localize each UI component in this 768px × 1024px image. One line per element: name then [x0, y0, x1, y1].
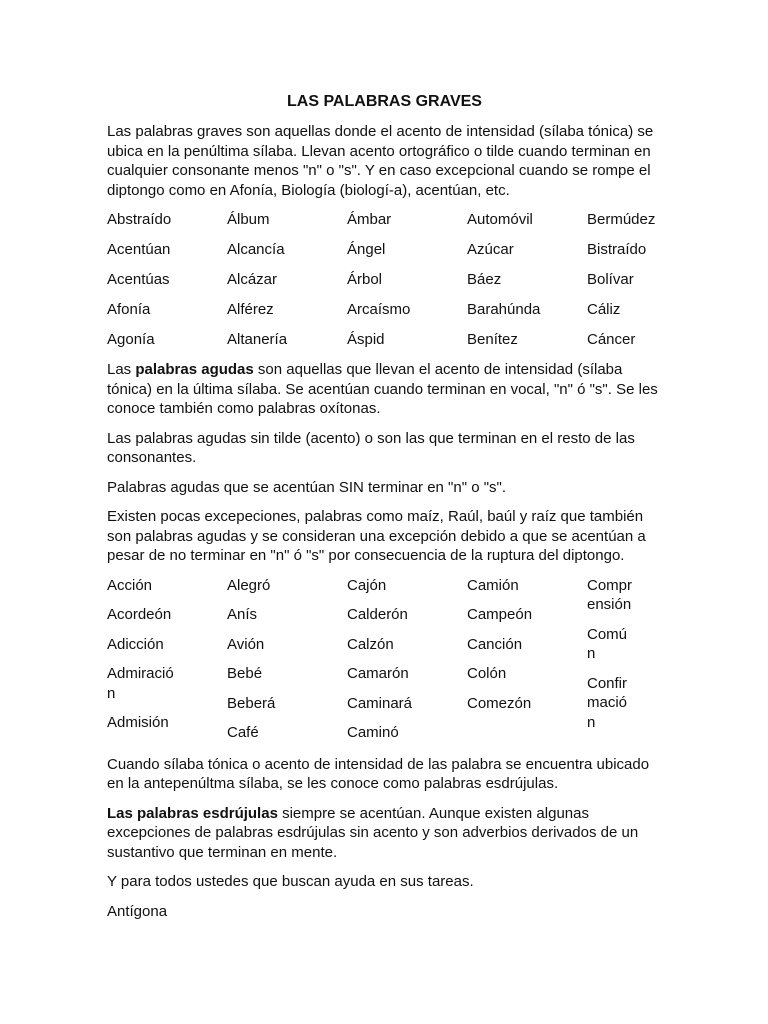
agudas-word: Camarón	[347, 665, 409, 682]
graves-word: Bolívar	[587, 271, 634, 288]
document-page	[107, 92, 662, 931]
agudas-prefix: Las	[107, 361, 136, 378]
graves-word: Ámbar	[347, 211, 392, 228]
agudas-word: Admisión	[107, 714, 169, 731]
graves-word: Áspid	[347, 331, 385, 348]
closing-paragraph: Y para todos ustedes que buscan ayuda en sus tareas.	[107, 873, 474, 890]
graves-word: Arcaísmo	[347, 301, 411, 318]
esdrujulas-definition-paragraph: Cuando sílaba tónica o acento de intensidad de las palabra se encuentra ubicado en la antepenúltma sílaba, se les conoce como palabras esdrújulas.	[107, 755, 650, 792]
graves-word: Acentúan	[107, 241, 171, 258]
agudas-word: Confirmación	[587, 674, 628, 731]
agudas-word: Comprensión	[587, 576, 633, 613]
agudas-word: Cajón	[347, 576, 387, 594]
agudas-word: Acordeón	[107, 606, 172, 623]
graves-word: Alférez	[227, 301, 274, 318]
graves-word: Báez	[467, 271, 502, 288]
agudas-word: Caminará	[347, 694, 413, 712]
graves-word: Benítez	[467, 331, 518, 348]
intro-paragraph: Las palabras graves son aquellas donde el acento de intensidad (sílaba tónica) se ubica en la penúltima sílaba. Llevan acento ortográfico o tilde cuando terminan en cualquier consonante menos "n" o "s". Y en caso excepcional cuando se rompe el diptongo como en Afonía, Biología (biologí-a), acentúan, etc.	[107, 123, 654, 199]
agudas-sin-tilde-paragraph: Las palabras agudas sin tilde (acento) o son las que terminan en el resto de las consonantes.	[107, 429, 635, 466]
graves-word: Cáliz	[587, 301, 621, 318]
agudas-word: Alegró	[227, 576, 271, 594]
agudas-word: Calderón	[347, 606, 408, 623]
agudas-column	[467, 576, 587, 753]
agudas-word: Adicción	[107, 635, 164, 653]
agudas-word: Comezón	[467, 694, 532, 712]
graves-word: Alcázar	[227, 271, 278, 288]
agudas-column	[227, 576, 347, 753]
graves-word-table	[107, 210, 662, 360]
agudas-word: Camión	[467, 576, 519, 594]
graves-word: Barahúnda	[467, 301, 541, 318]
agudas-word: Caminó	[347, 724, 399, 741]
agudas-word-table	[107, 576, 662, 753]
agudas-word: Admiración	[107, 665, 174, 702]
agudas-column	[587, 576, 647, 753]
agudas-word: Común	[587, 625, 628, 662]
graves-word: Altanería	[227, 331, 288, 348]
agudas-word: Acción	[107, 576, 153, 594]
graves-word: Automóvil	[467, 211, 533, 228]
agudas-term: palabras agudas	[135, 361, 254, 378]
graves-word: Ángel	[347, 241, 386, 258]
graves-word: Afonía	[107, 301, 151, 318]
graves-word: Agonía	[107, 331, 155, 348]
graves-word: Bermúdez	[587, 211, 656, 228]
agudas-word: Canción	[467, 635, 523, 653]
graves-word: Alcancía	[227, 241, 285, 258]
graves-word: Azúcar	[467, 241, 514, 258]
esdrujulas-rule-paragraph	[107, 804, 662, 863]
graves-word: Álbum	[227, 211, 270, 228]
graves-word: Árbol	[347, 271, 383, 288]
agudas-definition-paragraph	[107, 360, 662, 419]
agudas-excepciones-paragraph: Existen pocas excepeciones, palabras como maíz, Raúl, baúl y raíz que también son palabras agudas y se consideran una excepción debido a que se acentúan a pesar de no terminar en "n" ó "s" por consecuencia de la ruptura del diptongo.	[107, 508, 646, 564]
agudas-word: Beberá	[227, 694, 276, 712]
esdrujulas-term: Las palabras esdrújulas	[107, 804, 278, 822]
agudas-word: Calzón	[347, 635, 394, 653]
page-title: LAS PALABRAS GRAVES	[287, 93, 482, 110]
agudas-sin-n-s-paragraph: Palabras agudas que se acentúan SIN terminar en "n" o "s".	[107, 478, 507, 496]
agudas-word: Anís	[227, 606, 258, 623]
graves-word: Acentúas	[107, 271, 170, 288]
agudas-column	[107, 576, 227, 753]
graves-word: Bistraído	[587, 241, 647, 258]
graves-word: Cáncer	[587, 331, 636, 348]
agudas-word: Avión	[227, 635, 265, 653]
agudas-word: Colón	[467, 665, 507, 682]
agudas-word: Campeón	[467, 606, 533, 623]
agudas-word: Café	[227, 724, 259, 741]
graves-word: Abstraído	[107, 211, 172, 228]
agudas-rest: son aquellas que llevan el acento de intensidad (sílaba tónica) en la última sílaba. Se acentúan cuando terminan en vocal, "n" ó "s". Se les conoce también como palabras oxítonas.	[107, 361, 658, 417]
agudas-column	[347, 576, 467, 753]
agudas-word: Bebé	[227, 665, 263, 682]
esdrujulas-rest: siempre se acentúan. Aunque existen algunas excepciones de palabras esdrújulas sin acento y son adverbios derivados de un sustantivo que terminan en mente.	[107, 804, 639, 861]
signature-text: Antígona	[107, 902, 168, 920]
